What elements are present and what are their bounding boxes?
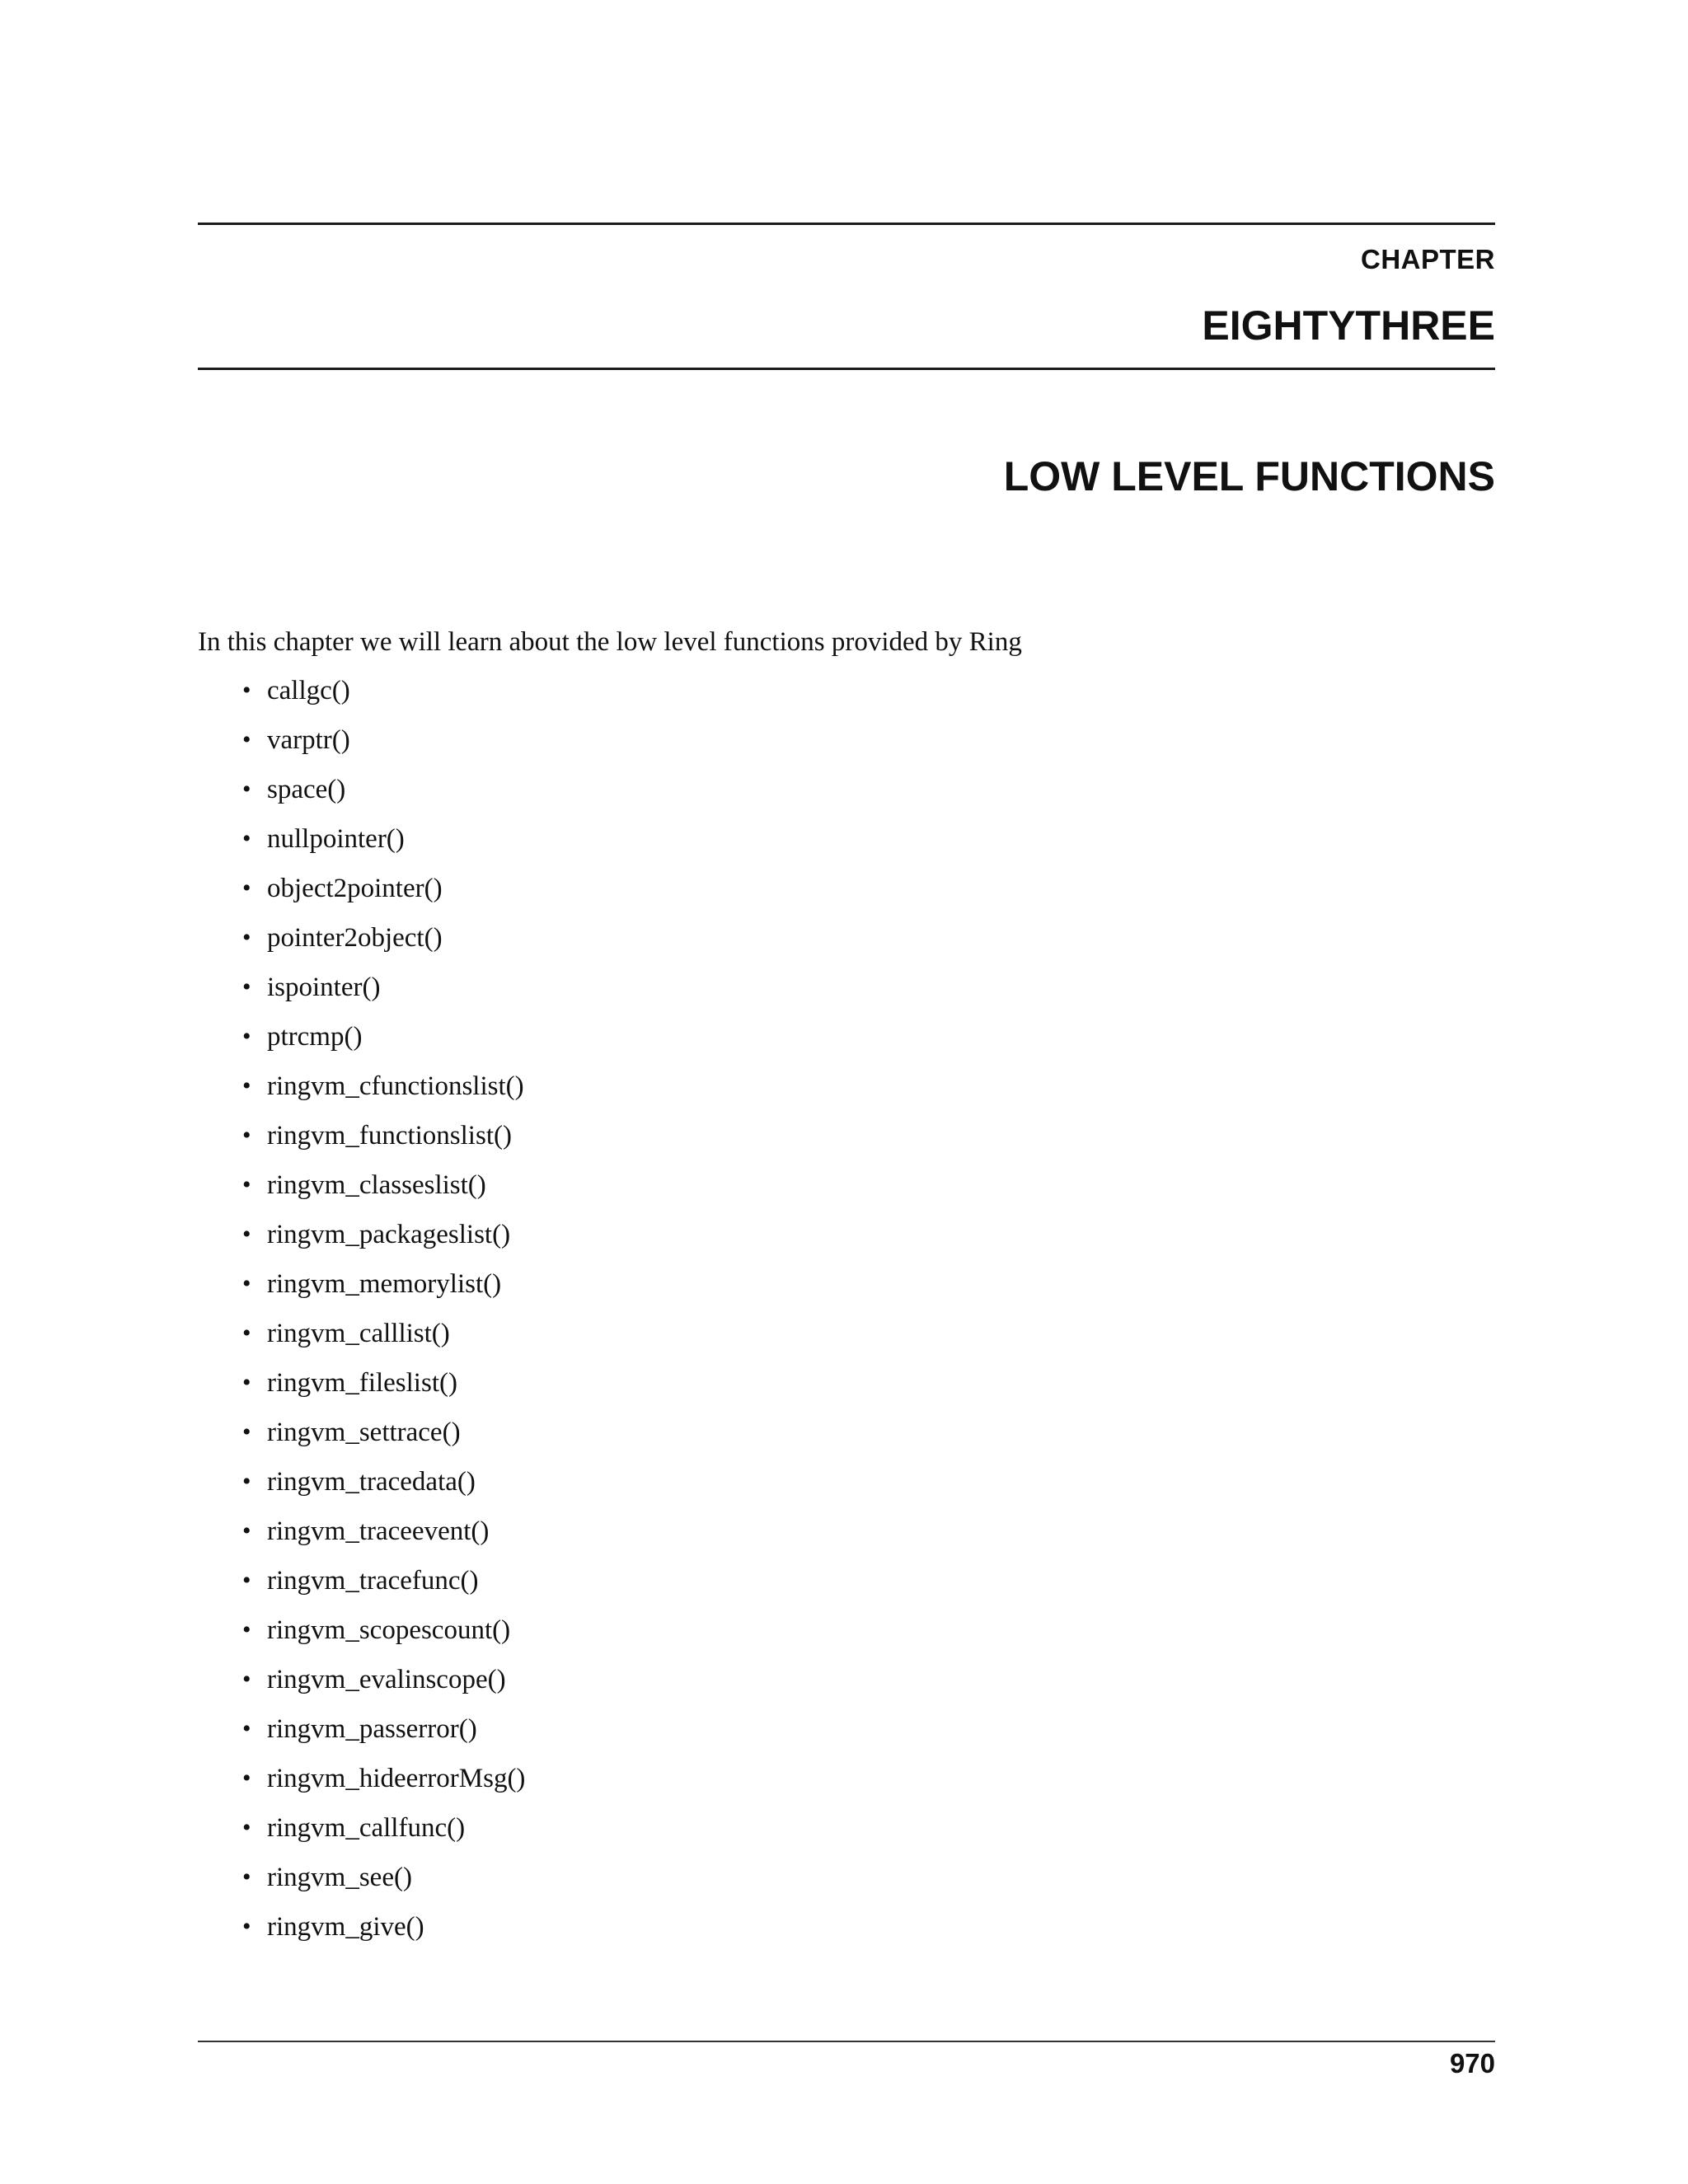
function-name: varptr() — [267, 725, 350, 755]
function-name: object2pointer() — [267, 874, 443, 903]
bullet-icon: • — [242, 1666, 251, 1693]
bullet-icon: • — [242, 1517, 251, 1544]
function-name: callgc() — [267, 676, 350, 705]
chapter-bottom-rule — [198, 368, 1495, 370]
function-name: ptrcmp() — [267, 1022, 363, 1052]
function-name: space() — [267, 775, 346, 804]
function-name: ringvm_give() — [267, 1912, 424, 1942]
bullet-icon: • — [242, 973, 251, 1001]
footer-rule — [198, 2041, 1495, 2042]
bullet-icon: • — [242, 1715, 251, 1742]
bullet-icon: • — [242, 874, 251, 902]
bullet-icon: • — [242, 924, 251, 951]
function-name: ringvm_calllist() — [267, 1319, 450, 1348]
function-name: ispointer() — [267, 972, 381, 1002]
function-name: nullpointer() — [267, 824, 405, 854]
bullet-icon: • — [242, 1023, 251, 1050]
bullet-icon: • — [242, 1122, 251, 1149]
function-name: ringvm_memorylist() — [267, 1269, 502, 1299]
function-name: ringvm_tracedata() — [267, 1467, 476, 1497]
bullet-icon: • — [242, 1814, 251, 1841]
bullet-icon: • — [242, 1221, 251, 1248]
function-name: ringvm_functionslist() — [267, 1121, 512, 1151]
bullet-icon: • — [242, 726, 251, 753]
function-name: ringvm_scopescount() — [267, 1615, 511, 1645]
bullet-icon: • — [242, 776, 251, 803]
bullet-icon: • — [242, 1567, 251, 1594]
chapter-number: EIGHTYTHREE — [1202, 302, 1495, 349]
bullet-icon: • — [242, 1616, 251, 1643]
bullet-icon: • — [242, 1072, 251, 1099]
function-name: ringvm_cfunctionslist() — [267, 1071, 524, 1101]
function-name: ringvm_hideerrorMsg() — [267, 1764, 526, 1793]
bullet-icon: • — [242, 1468, 251, 1495]
page-number: 970 — [1449, 2048, 1495, 2079]
function-name: ringvm_see() — [267, 1863, 412, 1892]
bullet-icon: • — [242, 1913, 251, 1940]
function-name: ringvm_traceevent() — [267, 1516, 490, 1546]
function-name: ringvm_evalinscope() — [267, 1665, 506, 1694]
function-name: ringvm_classeslist() — [267, 1170, 486, 1200]
intro-paragraph: In this chapter we will learn about the low level functions provided by Ring — [198, 627, 1022, 657]
bullet-icon: • — [242, 825, 251, 852]
function-name: ringvm_passerror() — [267, 1714, 477, 1744]
bullet-icon: • — [242, 1418, 251, 1446]
bullet-icon: • — [242, 677, 251, 704]
function-name: ringvm_packageslist() — [267, 1220, 511, 1249]
chapter-label: CHAPTER — [1360, 244, 1495, 274]
function-name: ringvm_fileslist() — [267, 1368, 457, 1398]
bullet-icon: • — [242, 1319, 251, 1347]
bullet-icon: • — [242, 1863, 251, 1891]
chapter-title: LOW LEVEL FUNCTIONS — [1003, 453, 1495, 499]
function-name: ringvm_tracefunc() — [267, 1566, 479, 1596]
function-name: ringvm_callfunc() — [267, 1813, 466, 1843]
bullet-icon: • — [242, 1369, 251, 1396]
chapter-top-rule — [198, 223, 1495, 225]
function-name: ringvm_settrace() — [267, 1418, 461, 1447]
bullet-icon: • — [242, 1765, 251, 1792]
bullet-icon: • — [242, 1171, 251, 1198]
bullet-icon: • — [242, 1270, 251, 1297]
function-name: pointer2object() — [267, 923, 443, 953]
